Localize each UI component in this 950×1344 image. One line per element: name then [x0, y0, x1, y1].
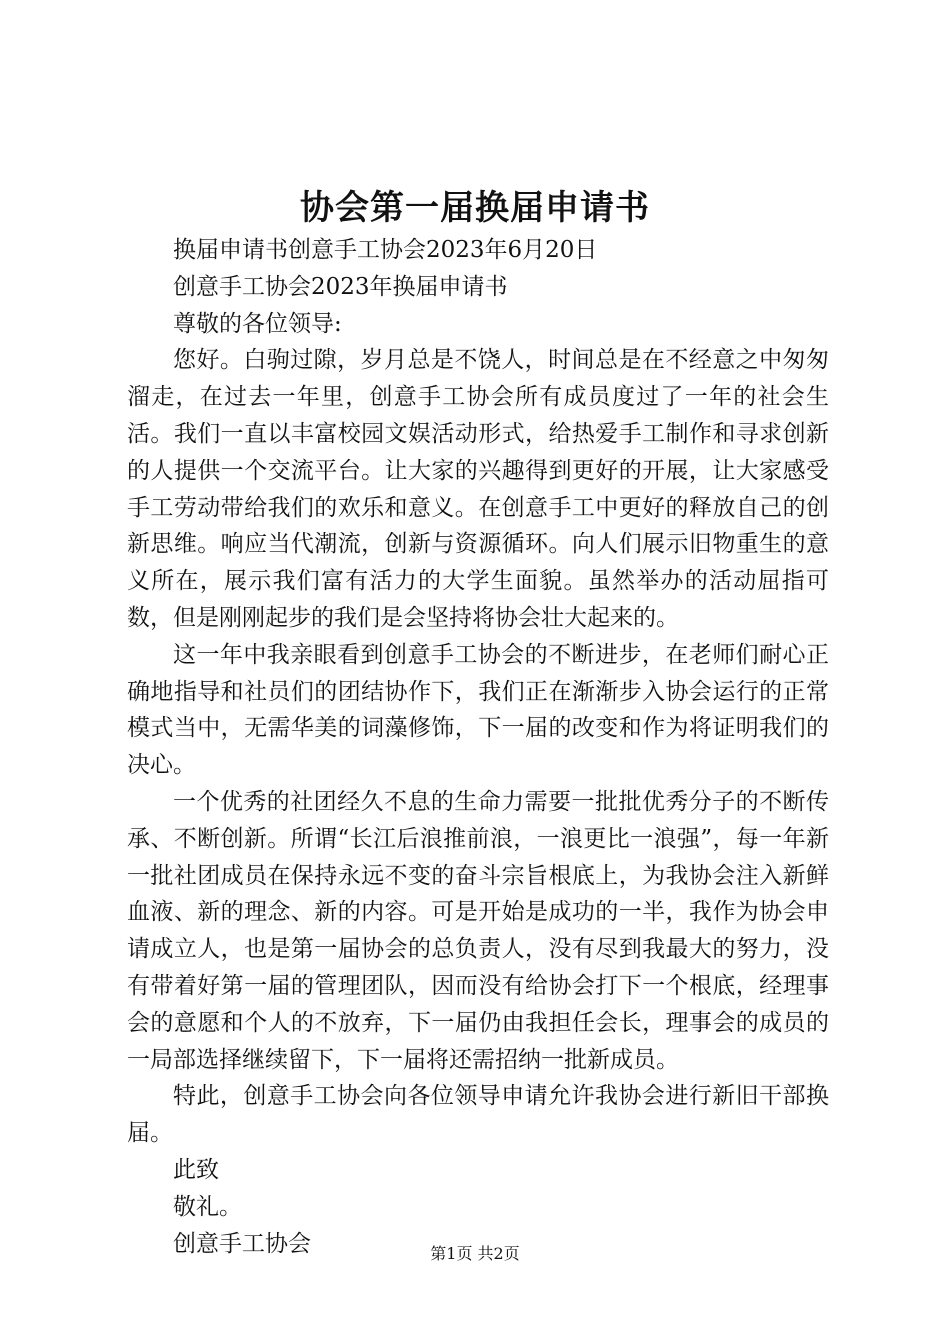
header-line: 换届申请书创意手工协会2023年6月20日: [173, 237, 598, 263]
document-body: [127, 232, 829, 1262]
body-paragraph: 这一年中我亲眼看到创意手工协会的不断进步，在老师们耐心正确地指导和社员们的团结协作下，我们正在渐渐步入协会运行的正常模式当中，无需华美的词藻修饰，下一届的改变和作为将证明我们的决心。: [127, 641, 829, 779]
body-paragraph: 您好。白驹过隙，岁月总是不饶人，时间总是在不经意之中匆匆溜走，在过去一年里，创意手工协会所有成员度过了一年的社会生活。我们一直以丰富校园文娱活动形式，给热爱手工制作和寻求创新的人提供一个交流平台。让大家的兴趣得到更好的开展，让大家感受手工劳动带给我们的欢乐和意义。在创意手工中更好的释放自己的创新思维。响应当代潮流，创新与资源循环。向人们展示旧物重生的意义所在，展示我们富有活力的大学生面貌。虽然举办的活动屈指可数，但是刚刚起步的我们是会坚持将协会壮大起来的。: [127, 347, 829, 631]
salutation: 尊敬的各位领导:: [173, 310, 342, 337]
page-number: 第1页 共2页: [430, 1244, 520, 1263]
closing-line: 此致: [173, 1156, 219, 1183]
subtitle-line: 创意手工协会2023年换届申请书: [173, 273, 508, 300]
signature-line: 创意手工协会: [173, 1230, 311, 1257]
regards-line: 敬礼。: [173, 1193, 242, 1220]
document-title: 协会第一届换届申请书: [300, 188, 650, 228]
body-paragraph: 一个优秀的社团经久不息的生命力需要一批批优秀分子的不断传承、不断创新。所谓“长江后浪推前浪，一浪更比一浪强”，每一年新一批社团成员在保持永远不变的奋斗宗旨根底上，为我协会注入新鲜血液、新的理念、新的内容。可是开始是成功的一半，我作为协会申请成立人，也是第一届协会的总负责人，没有尽到我最大的努力，没有带着好第一届的管理团队，因而没有给协会打下一个根底，经理事会的意愿和个人的不放弃，下一届仍由我担任会长，理事会的成员的一局部选择继续留下，下一届将还需招纳一批新成员。: [127, 788, 829, 1073]
request-paragraph: 特此，创意手工协会向各位领导申请允许我协会进行新旧干部换届。: [127, 1083, 829, 1147]
